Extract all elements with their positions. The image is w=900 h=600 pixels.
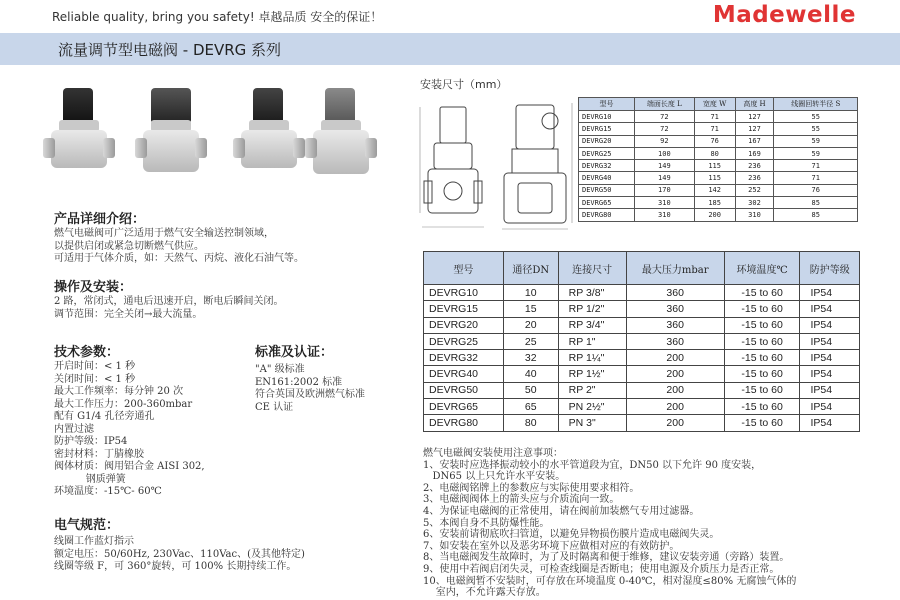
top-banner [0, 0, 900, 33]
notes-heading: 燃气电磁阀安装使用注意事项： [423, 448, 563, 459]
valve-photo-2 [137, 82, 217, 192]
table-row: DEVRG20 20 RP 3/4" 360 -15 to 60 IP54 [424, 317, 860, 333]
tech-params-text: 开启时间：< 1 秒 关闭时间：< 1 秒 最大工作频率：每分钟 20 次 最大工作压力：200-360mbar 配有 G1/4 孔径旁通孔 内置过滤 防护等级：IP54 密封材料：丁腈橡胶 阀体材质：阀用铝合金 AISI 302, 钢质弹簧 环境温度：-15℃- 60℃ [54, 361, 205, 497]
table-row: DEVRG32 32 RP 1¼" 200 -15 to 60 IP54 [424, 350, 860, 366]
table-row: DEVRG65 310 185 302 85 [579, 197, 858, 209]
table-row: DEVRG10 72 71 127 55 [579, 111, 858, 123]
dimensions-table [578, 97, 858, 222]
spec-table [423, 251, 860, 432]
table-row: DEVRG32 149 115 236 71 [579, 160, 858, 172]
operation-text: 2 路，常闭式，通电后迅速开启，断电后瞬间关闭。 调节范围：完全关闭→最大流量。 [54, 296, 284, 320]
operation-heading: 操作及安装： [54, 280, 133, 295]
dimensions-label: 安装尺寸（mm） [420, 78, 508, 91]
standards-text: "A" 级标准 EN161:2002 标准 符合英国及欧洲燃气标准 CE 认证 [255, 364, 365, 413]
table-row: DEVRG25 100 80 169 59 [579, 147, 858, 159]
spec-header-row: 型号 通径DN 连接尺寸 最大压力mbar 环境温度℃ 防护等级 [424, 252, 860, 285]
table-row: DEVRG10 10 RP 3/8" 360 -15 to 60 IP54 [424, 285, 860, 301]
table-row: DEVRG40 149 115 236 71 [579, 172, 858, 184]
valve-photo-4 [307, 82, 387, 192]
electrical-text: 线圈工作蓝灯指示 额定电压：50/60Hz, 230Vac、110Vac、(及其他特定) 线圈等级 F，可 360°旋转，可 100% 长期持续工作。 [54, 536, 305, 572]
standards-heading: 标准及认证： [255, 345, 334, 360]
table-row: DEVRG15 15 RP 1/2" 360 -15 to 60 IP54 [424, 301, 860, 317]
installation-notes: 燃气电磁阀安装使用注意事项： 1、安装时应选择振动较小的水平管道段为宜，DN50 以下允许 90 度安装， DN65 以上只允许水平安装。 2、电磁阀铭牌上的参数应与实际使用要求相符。 3、电磁阀阀体上的箭头应与介质流向一致。 4、为保证电磁阀的正常使用，请在阀前加装燃气专用过滤器。 5、本阀自身不具防爆性能。 6、安装前请彻底吹扫管道，以避免异物损伤膜片造成电磁阀失灵。 7、如安装在室外以及恶劣环境下应做相对应的有效防护。 8、当电磁阀发生故障时，为了及时隔离和便于维修，建议安装旁通（旁路）装置。 9、使用中若阀启闭失灵，可检查线圈是否断电；使用电源及介质压力是否正常。 10、电磁阀暂不安装时，可存放在环境温度 0-40℃，相对湿度≤80% 无腐蚀气体的 室内，不允许露天存放。 [423, 448, 797, 599]
table-row: DEVRG80 80 PN 3" 200 -15 to 60 IP54 [424, 415, 860, 431]
product-photos [45, 82, 385, 192]
table-row: DEVRG50 170 142 252 76 [579, 184, 858, 196]
title-bar [0, 33, 900, 65]
table-row: DEVRG40 40 RP 1½" 200 -15 to 60 IP54 [424, 366, 860, 382]
table-row: DEVRG80 310 200 310 85 [579, 209, 858, 221]
dimension-drawing [418, 95, 578, 235]
table-row: DEVRG50 50 RP 2" 200 -15 to 60 IP54 [424, 382, 860, 398]
table-row: DEVRG65 65 PN 2½" 200 -15 to 60 IP54 [424, 399, 860, 415]
dimensions-header-row: 型号 端面长度 L 宽度 W 高度 H 线圈回转半径 S [579, 98, 858, 111]
product-details-heading: 产品详细介绍： [54, 212, 146, 227]
table-row: DEVRG15 72 71 127 55 [579, 123, 858, 135]
table-row: DEVRG20 92 76 167 59 [579, 135, 858, 147]
tech-params-heading: 技术参数： [54, 345, 120, 360]
table-row: DEVRG25 25 RP 1" 360 -15 to 60 IP54 [424, 333, 860, 349]
electrical-heading: 电气规范： [54, 518, 120, 533]
valve-photo-1 [45, 82, 125, 192]
product-details-text: 燃气电磁阀可广泛适用于燃气安全输送控制领域， 以提供启闭或紧急切断燃气供应。 可适用于气体介质，如：天然气、丙烷、液化石油气等。 [54, 228, 304, 264]
valve-photo-3 [235, 82, 315, 192]
brand-logo: Madewelle [712, 2, 856, 28]
page-title: 流量调节型电磁阀 - DEVRG 系列 [58, 41, 282, 59]
slogan: Reliable quality, bring you safety! 卓越品质 安全的保证！ [52, 10, 383, 24]
